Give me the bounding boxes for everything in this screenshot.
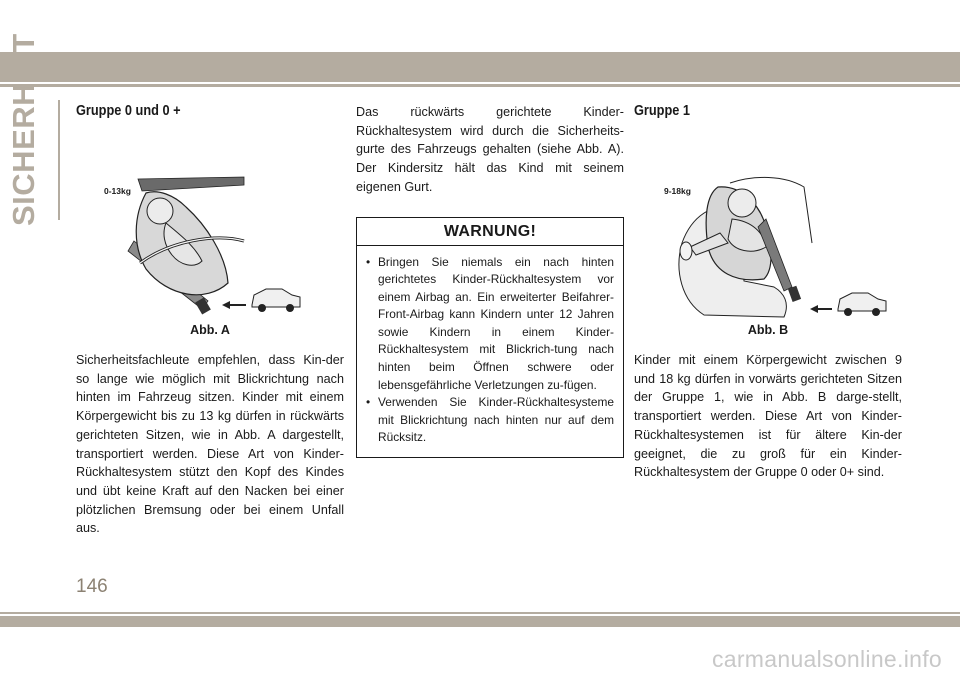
heading-gruppe-1: Gruppe 1 (634, 103, 691, 119)
warning-item: • Bringen Sie niemals ein nach hinten gerichtetes Kinder-Rückhaltesystem vor einem Airbag an. Ein erweiterter Beifahrer-Front-Airbag kann Kindern unter 12 Jahren sowie Kindern in einem Kinder-Rückhaltesystem mit Blickrich-tung nach hinten beim Öffnen schwere oder lebensgefährliche Verletzungen zu-fügen. (366, 254, 614, 395)
bottom-decorative-line (0, 612, 960, 614)
section-tab: SICHERHEIT (6, 33, 41, 226)
figure-a-infant-seat-illustration (76, 123, 344, 327)
figure-b-weight-label: 9-18kg (664, 186, 691, 196)
heading-gruppe-0: Gruppe 0 und 0 + (76, 103, 181, 119)
paragraph-gruppe-0: Sicherheitsfachleute empfehlen, dass Kin-der so lange wie möglich mit Blickrichtung nach hinten im Fahrzeug sitzen. Kinder mit einem Körpergewicht bis zu 13 kg dürfen in rückwärts gerichteten Sitzen, wie in Abb. A dargestellt, transportiert werden. Diese Art von Kinder-Rückhaltesystem stützt den Kopf des Kindes und übt keine Kraft auf den Nacken bei einer plötzlichen Bremsung oder bei einem Unfall aus. (76, 353, 344, 536)
figure-a-caption: Abb. A (190, 323, 230, 337)
top-decorative-band (0, 52, 960, 82)
figure-a-weight-label: 0-13kg (104, 186, 131, 196)
warning-box (356, 217, 624, 459)
paragraph-rear-facing: Das rückwärts gerichtete Kinder-Rückhaltesystem wird durch die Sicherheits-gurte des Fahrzeugs gehalten (siehe Abb. A). Der Kindersitz hält das Kind mit seinem eigenen Gurt. (356, 105, 624, 194)
warning-list (357, 246, 623, 458)
figure-b-caption: Abb. B (747, 323, 789, 337)
warning-item: • Verwenden Sie Kinder-Rückhaltesysteme mit Blickrichtung nach hinten nur auf dem Rücksitz. (366, 394, 614, 447)
paragraph-gruppe-1: Kinder mit einem Körpergewicht zwischen 9 und 18 kg dürfen in vorwärts gerichteten Sitzen der Gruppe 1, wie in Abb. B darge-stellt, transportiert werden. Diese Art von Kinder-Rückhaltesystemen ist für ältere Kin-der geeignet, die zu groß für ein Kinder-Rückhaltesystem der Gruppe 0 oder 0+ sind. (634, 353, 902, 480)
top-decorative-line (0, 84, 960, 87)
page-number: 146 (76, 576, 108, 597)
column-left (76, 103, 344, 538)
warning-title: WARNUNG! (357, 218, 623, 246)
bottom-decorative-band (0, 616, 960, 627)
column-right (634, 103, 902, 482)
figure-b-child-seat-illustration (634, 123, 902, 327)
watermark: carmanualsonline.info (711, 646, 942, 672)
column-middle (356, 103, 624, 458)
section-tab-rule (58, 100, 60, 220)
